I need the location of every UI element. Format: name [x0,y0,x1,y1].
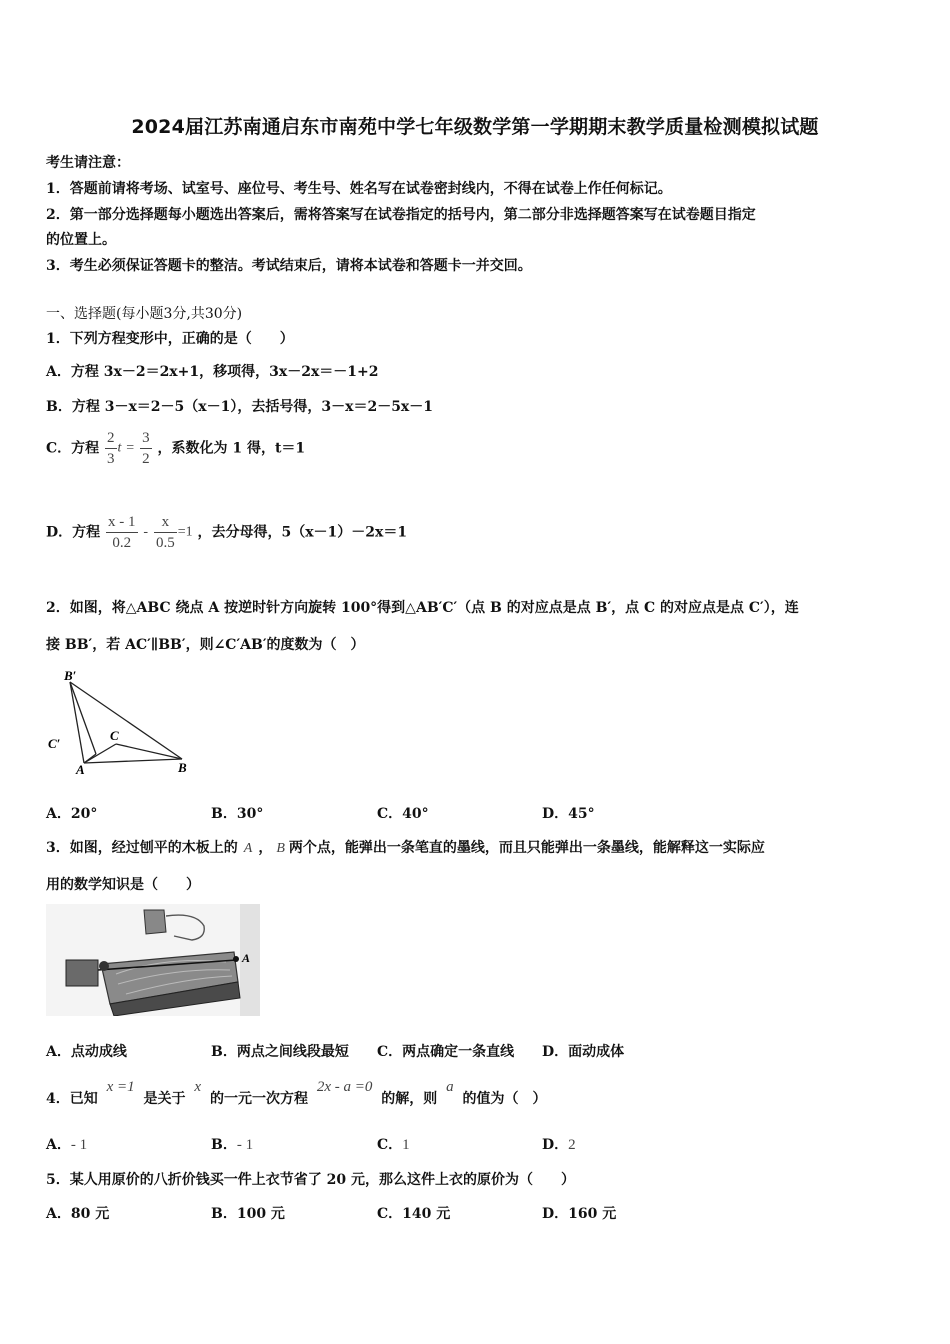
point-a: A [243,841,253,856]
wood-board-figure [46,904,260,1016]
segment-ab-prime [70,682,84,763]
question-3-option-a[interactable]: A．点动成线 [46,1044,127,1060]
segment-bb-prime [70,682,182,759]
q4-text-5: 的值为（ ） [462,1091,547,1107]
point-b: B [276,841,285,856]
variable-t: t [117,440,122,456]
notice-heading: 考生请注意： [46,155,130,171]
notice-item-3: 3．考生必须保证答题卡的整洁。考试结束后，请将本试卷和答题卡一并交回。 [46,258,532,274]
fraction-x-minus-1-over-0-2 [106,512,138,553]
question-5-option-c[interactable]: C．140 元 [377,1206,451,1222]
question-2-line-2: 接 BB′，若 AC′∥BB′，则∠C′AB′的度数为（ ） [46,637,365,653]
ink-box [66,960,98,986]
question-1-stem: 1．下列方程变形中，正确的是（ ） [46,331,294,347]
option-c-prefix: C．方程 [46,440,100,457]
fraction-denominator: 0.2 [112,535,132,551]
option-label: B． [211,1137,237,1153]
math-x: x [194,1079,202,1095]
question-1-option-b: B．方程 3－x＝2－5（x－1），去括号得，3－x＝2－5x－1 [46,399,434,415]
label-a: A [76,762,85,777]
question-3-option-d[interactable]: D．面动成体 [542,1044,625,1060]
q3-text-b: ， [258,840,273,856]
question-2-option-d[interactable]: D．45° [542,806,595,822]
label-c: C [110,728,119,743]
question-5-option-a[interactable]: A．80 元 [46,1206,110,1222]
fraction-2-3 [105,428,117,469]
point-a-marker [233,956,239,962]
question-2-line-1: 2．如图，将△ABC 绕点 A 按逆时针方向旋转 100°得到△AB′C′（点 B 的对应点是点 B′，点 C 的对应点是点 C′），连 [46,600,799,616]
hand-block [144,910,166,934]
option-c-suffix: ，系数化为 1 得，t＝1 [157,440,306,457]
question-3-line-1 [46,837,765,857]
question-1-option-a: A．方程 3x－2＝2x+1，移项得，3x－2x＝－1+2 [46,364,379,380]
option-value: - 1 [236,1137,254,1153]
option-d-suffix: ，去分母得，5（x－1）－2x＝1 [197,524,408,541]
option-label: C． [377,1137,403,1153]
math-equation: 2x - a =0 [316,1079,373,1095]
segment-ab [84,759,182,763]
rotation-triangle-figure [46,664,196,779]
fraction-numerator: 2 [105,428,117,449]
fraction-denominator: 2 [142,451,150,467]
fraction-numerator: x [154,512,177,533]
q4-text-4: 的解，则 [381,1091,438,1107]
q4-text-3: 的一元一次方程 [209,1091,308,1107]
notice-item-2: 2．第一部分选择题每小题选出答案后，需将答案写在试卷指定的括号内，第二部分非选择题答案写在试卷题目指定 [46,207,756,223]
question-3-option-c[interactable]: C．两点确定一条直线 [377,1044,515,1060]
figure-label-a: A [242,951,251,965]
question-4-option-a[interactable] [46,1134,87,1154]
q3-text-c: 两个点，能弹出一条笔直的墨线，而且只能弹出一条墨线，能解释这一实际应 [288,840,765,856]
question-3-line-2: 用的数学知识是（ ） [46,877,200,893]
question-2-option-c[interactable]: C．40° [377,806,429,822]
equals-one: =1 [177,524,193,540]
equals-sign: = [126,440,135,456]
page-title: 2024届江苏南通启东市南苑中学七年级数学第一学期期末教学质量检测模拟试题 [131,116,819,138]
math-x-equals-1: x =1 [106,1079,135,1095]
question-1-option-c [46,428,305,469]
label-c-prime: C′ [48,736,61,751]
fraction-numerator: x - 1 [106,512,138,533]
fraction-denominator: 0.5 [155,535,175,551]
segment-c-prime-b-prime [70,682,96,754]
notice-item-2-cont: 的位置上。 [46,232,116,248]
ink-reel [99,961,109,971]
option-label: A． [46,1137,71,1153]
question-4-option-d[interactable] [542,1134,576,1154]
q3-text-a: 3．如图，经过刨平的木板上的 [46,840,238,856]
question-2-option-a[interactable]: A．20° [46,806,98,822]
notice-item-1: 1．答题前请将考场、试室号、座位号、考生号、姓名写在试卷密封线内，不得在试卷上作任何标记。 [46,181,672,197]
label-b: B [178,760,187,775]
question-2-option-b[interactable]: B．30° [211,806,264,822]
fraction-denominator: 3 [107,451,115,467]
question-5-option-d[interactable]: D．160 元 [542,1206,617,1222]
math-a: a [446,1079,454,1095]
option-value: 2 [568,1137,576,1153]
option-value: 1 [402,1137,410,1153]
option-label: D． [542,1137,569,1153]
label-b-prime: B′ [64,668,77,683]
question-1-option-d [46,512,407,553]
section-heading: 一、选择题(每小题3分,共30分) [46,306,243,322]
option-d-prefix: D．方程 [46,524,101,541]
question-4-stem [46,1076,546,1116]
question-4-option-c[interactable] [377,1134,410,1154]
fraction-x-over-0-5 [154,512,177,553]
option-value: - 1 [70,1137,88,1153]
question-3-option-b[interactable]: B．两点之间线段最短 [211,1044,349,1060]
q4-text-2: 是关于 [143,1091,186,1107]
fraction-3-2 [140,428,152,469]
question-5-option-b[interactable]: B．100 元 [211,1206,285,1222]
question-4-option-b[interactable] [211,1134,253,1154]
segment-ac [84,744,116,763]
fraction-numerator: 3 [140,428,152,449]
minus-sign: - [143,524,149,540]
question-5-stem: 5．某人用原价的八折价钱买一件上衣节省了 20 元，那么这件上衣的原价为（ ） [46,1172,575,1188]
q4-text-1: 4．已知 [46,1091,98,1107]
